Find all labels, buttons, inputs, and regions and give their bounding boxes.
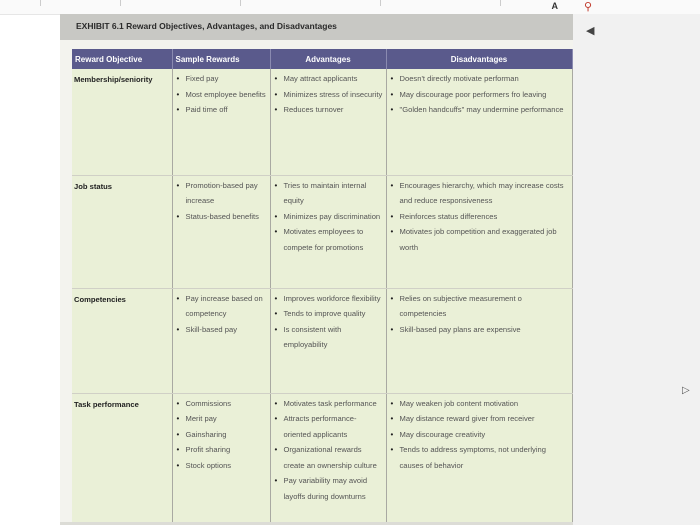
list-item (387, 178, 572, 209)
list-item-text: May distance reward giver from receiver (399, 414, 535, 423)
list-item (271, 102, 386, 118)
bullet-icon: • (274, 293, 278, 303)
list-item-text: May discourage poor performers fro leaving (399, 89, 547, 99)
list-item-text: Reinforces status differences (399, 211, 498, 221)
reward-table (72, 49, 573, 525)
disadvantages-cell (386, 175, 572, 288)
bullet-icon: • (274, 414, 278, 423)
bullet-icon: • (274, 476, 278, 485)
list-item (173, 178, 270, 209)
ruler-tick (240, 0, 241, 6)
list-item (173, 87, 270, 103)
bullet-icon: • (274, 89, 278, 99)
list-item (173, 209, 270, 225)
bullet-icon: • (274, 227, 278, 236)
list-item-text: Improves workforce flexibility (283, 293, 381, 303)
list-item (387, 442, 572, 473)
side-panel (573, 14, 700, 525)
bullet-icon: • (176, 414, 180, 423)
table-row (72, 69, 572, 175)
disadvantages-list (387, 176, 572, 260)
list-item-text: Paid time off (185, 105, 228, 114)
bullet-icon: • (274, 398, 278, 408)
font-size-icon[interactable]: A (551, 1, 558, 11)
list-item (173, 427, 270, 443)
list-item-text: Gainsharing (185, 429, 227, 439)
cursor-icon: ▷ (682, 385, 690, 396)
list-item (271, 396, 386, 412)
bullet-icon: • (274, 180, 278, 190)
list-item (271, 473, 386, 504)
advantages-list (271, 176, 386, 260)
bullet-icon: • (176, 324, 180, 334)
header-sample-rewards: Sample Rewards (172, 49, 270, 69)
list-item (271, 224, 386, 255)
reward-objective-cell: Competencies (72, 288, 172, 393)
advantages-list (271, 289, 386, 357)
list-item (387, 87, 572, 103)
list-item-text: Pay increase based on competency (185, 293, 263, 318)
bullet-icon: • (390, 414, 394, 423)
list-item (173, 291, 270, 322)
bullet-icon: • (274, 105, 278, 114)
sample-cell (172, 393, 270, 525)
list-item-text: Attracts performance-oriented applicants (283, 414, 357, 439)
bullet-icon: • (176, 445, 180, 454)
list-item-text: Motivates task performance (283, 398, 377, 408)
list-item (387, 427, 572, 443)
list-item (271, 322, 386, 353)
table-row (72, 288, 572, 393)
bullet-icon: • (274, 324, 278, 334)
list-item (387, 71, 572, 87)
table-row (72, 175, 572, 288)
bullet-icon: • (176, 293, 180, 303)
list-item-text: Promotion-based pay increase (185, 180, 258, 205)
list-item-text: Profit sharing (185, 445, 231, 454)
bullet-icon: • (176, 460, 180, 470)
list-item-text: Encourages hierarchy, which may increase costs and reduce responsiveness (399, 180, 564, 205)
list-item-text: Tries to maintain internal equity (283, 180, 367, 205)
sample-list (173, 176, 270, 229)
list-item-text: Motivates employees to compete for promotions (283, 227, 364, 252)
table-header-row (72, 49, 572, 69)
list-item (271, 209, 386, 225)
header-disadvantages: Disadvantages (386, 49, 572, 69)
bullet-icon: • (274, 211, 278, 221)
disadvantages-list (387, 69, 572, 122)
bullet-icon: • (390, 324, 394, 334)
list-item (173, 322, 270, 338)
sample-cell (172, 69, 270, 175)
advantages-cell (270, 393, 386, 525)
bullet-icon: • (390, 180, 394, 190)
header-advantages: Advantages (270, 49, 386, 69)
list-item (387, 224, 572, 255)
list-item-text: May weaken job content motivation (399, 398, 519, 408)
list-item (387, 322, 572, 338)
list-item (271, 306, 386, 322)
bullet-icon: • (390, 398, 394, 408)
bullet-icon: • (390, 211, 394, 221)
list-item-text: Is consistent with employability (283, 324, 342, 349)
table-row (72, 393, 572, 525)
list-item (387, 209, 572, 225)
sample-list (173, 289, 270, 342)
disadvantages-cell (386, 288, 572, 393)
list-item (271, 411, 386, 442)
ruler-tick (40, 0, 41, 6)
search-icon[interactable]: ⚲ (583, 1, 592, 13)
list-item-text: Minimizes pay discrimination (283, 211, 381, 221)
bullet-icon: • (390, 293, 394, 303)
bullet-icon: • (176, 74, 180, 83)
list-item-text: Status-based benefits (185, 211, 259, 221)
bullet-icon: • (274, 445, 278, 454)
exhibit-document (60, 14, 573, 525)
bullet-icon: • (274, 309, 278, 318)
list-item-text: Skill-based pay (185, 324, 237, 334)
list-item-text: Skill-based pay plans are expensive (399, 324, 521, 334)
ruler-tick (500, 0, 501, 6)
list-item (387, 411, 572, 427)
list-item-text: Minimizes stress of insecurity (283, 89, 383, 99)
list-item-text: Doesn't directly motivate performan (399, 74, 519, 83)
bullet-icon: • (390, 227, 394, 236)
advantages-list (271, 69, 386, 122)
sample-cell (172, 175, 270, 288)
advantages-list (271, 394, 386, 509)
list-item (173, 411, 270, 427)
disadvantages-list (387, 394, 572, 478)
sample-list (173, 69, 270, 122)
list-item (173, 442, 270, 458)
speaker-icon[interactable]: ◀ (586, 25, 595, 37)
list-item-text: Organizational rewards create an ownership culture (283, 445, 377, 470)
bullet-icon: • (390, 105, 394, 114)
exhibit-header-bar (60, 14, 573, 40)
list-item (271, 442, 386, 473)
bullet-icon: • (176, 105, 180, 114)
ruler-tick (120, 0, 121, 6)
list-item (173, 71, 270, 87)
bullet-icon: • (176, 180, 180, 190)
list-item-text: Tends to address symptoms, not underlying causes of behavior (399, 445, 546, 470)
list-item (173, 396, 270, 412)
list-item-text: Most employee benefits (185, 89, 266, 99)
advantages-cell (270, 69, 386, 175)
list-item (271, 71, 386, 87)
list-item-text: Relies on subjective measurement o competencies (399, 293, 522, 318)
list-item-text: Fixed pay (185, 74, 219, 83)
reward-objective-cell: Task performance (72, 393, 172, 525)
list-item-text: Motivates job competition and exaggerated job worth (399, 227, 557, 252)
list-item-text: Stock options (185, 460, 232, 470)
list-item-text: Reduces turnover (283, 105, 344, 114)
list-item-text: Commissions (185, 398, 232, 408)
list-item-text: May discourage creativity (399, 429, 486, 439)
bullet-icon: • (176, 89, 180, 99)
list-item (173, 458, 270, 474)
reward-objective-cell: Membership/seniority (72, 69, 172, 175)
bullet-icon: • (176, 398, 180, 408)
disadvantages-cell (386, 393, 572, 525)
bullet-icon: • (390, 445, 394, 454)
bullet-icon: • (390, 429, 394, 439)
list-item-text: Pay variability may avoid layoffs during downturns (283, 476, 368, 501)
list-item (173, 102, 270, 118)
reward-objective-cell: Job status (72, 175, 172, 288)
ruler-tick (380, 0, 381, 6)
bullet-icon: • (176, 429, 180, 439)
disadvantages-cell (386, 69, 572, 175)
disadvantages-list (387, 289, 572, 342)
list-item-text: Tends to improve quality (283, 309, 366, 318)
browser-top-bar (0, 0, 700, 15)
list-item (387, 291, 572, 322)
bullet-icon: • (176, 211, 180, 221)
bullet-icon: • (274, 74, 278, 83)
bullet-icon: • (390, 89, 394, 99)
sample-cell (172, 288, 270, 393)
list-item-text: May attract applicants (283, 74, 358, 83)
sample-list (173, 394, 270, 478)
list-item (271, 178, 386, 209)
list-item (387, 102, 572, 118)
list-item-text: "Golden handcuffs" may undermine performance (399, 105, 564, 114)
advantages-cell (270, 288, 386, 393)
list-item-text: Merit pay (185, 414, 217, 423)
exhibit-title: EXHIBIT 6.1 Reward Objectives, Advantages, and Disadvantages (76, 21, 337, 31)
header-reward-objective: Reward Objective (72, 49, 172, 69)
list-item (271, 87, 386, 103)
list-item (271, 291, 386, 307)
bullet-icon: • (390, 74, 394, 83)
list-item (387, 396, 572, 412)
advantages-cell (270, 175, 386, 288)
